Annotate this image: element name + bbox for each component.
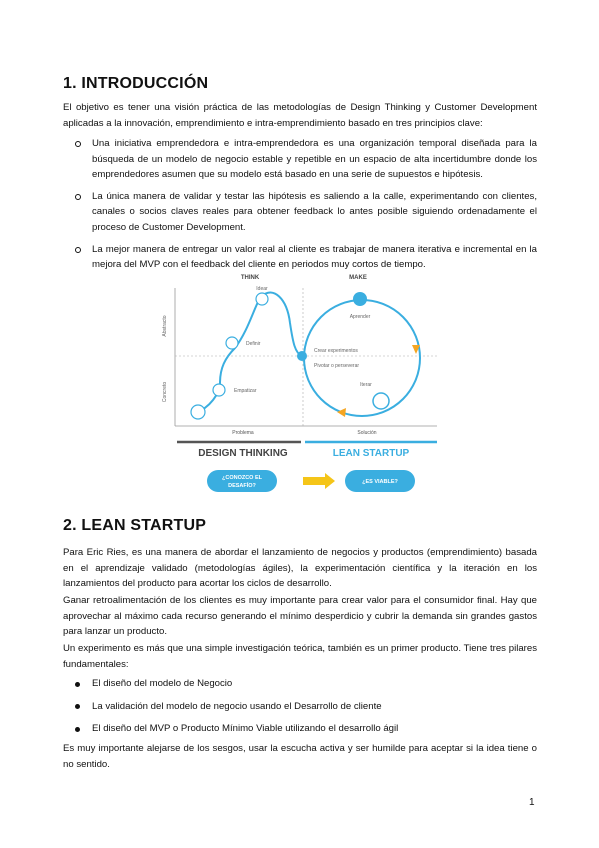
- aprender-node: [353, 292, 367, 306]
- q1-line2: DESAFÍO?: [228, 483, 256, 489]
- pivotar-label: Pivotar o perseverar: [314, 363, 360, 369]
- list-item: El diseño del MVP o Producto Mínimo Viable utilizando el desarrollo ágil: [63, 721, 537, 737]
- lean-startup-title: LEAN STARTUP: [332, 448, 410, 459]
- lean-paragraph-4: Es muy importante alejarse de los sesgos, usar la escucha activa y ser humilde para aceptar si la idea tiene o no sentido.: [63, 743, 537, 770]
- definir-label: Definir: [246, 341, 261, 347]
- lean-paragraph-3: Un experimento es más que una simple investigación teórica, también es un primer producto. Tiene tres pilares fundamentales:: [63, 643, 537, 670]
- start-node: [191, 405, 205, 419]
- x-right-label: Solución: [357, 430, 377, 436]
- list-item: El diseño del modelo de Negocio: [63, 676, 537, 692]
- arrow-left-icon: [337, 408, 346, 417]
- intro-paragraph: El objetivo es tener una visión práctica de las metodologías de Design Thinking y Customer Development aplicadas a la innovación, emprendimiento e intra-emprendimiento basado en tres principios clave:: [63, 102, 537, 129]
- y-bottom-label: Concreto: [162, 381, 168, 403]
- design-thinking-lean-startup-diagram: [155, 268, 445, 500]
- section-heading-lean-startup: 2. LEAN STARTUP: [63, 517, 207, 534]
- think-label: THINK: [240, 275, 260, 281]
- pillars-list: [63, 676, 537, 737]
- crear-label: Crear experimentos: [314, 348, 358, 354]
- principles-list: [63, 136, 537, 273]
- make-label: MAKE: [349, 275, 367, 281]
- iterar-label: Iterar: [360, 382, 372, 388]
- list-item: La única manera de validar y testar las hipótesis es saliendo a la calle, experimentando con clientes, canales o socios claves reales para obtener feedback lo antes posible siguiendo ordenadamente el proceso de Customer Development.: [63, 189, 537, 236]
- x-left-label: Problema: [232, 430, 254, 436]
- design-thinking-curve: [195, 292, 302, 413]
- empatizar-label: Empatizar: [234, 388, 257, 394]
- page-number: 1: [529, 797, 535, 808]
- crossing-node: [297, 351, 307, 361]
- y-top-label: Abstracto: [162, 315, 168, 337]
- list-item: La mejor manera de entregar un valor real al cliente es trabajar de manera iterativa e incremental en la mejora del MVP con el feedback del cliente en periodos muy cortos de tiempo.: [63, 242, 537, 273]
- lean-paragraph-2: Ganar retroalimentación de los clientes es muy importante para crear valor para el consumidor final. Hay que aprovechar al máximo cada recurso generando el mínimo desperdicio y cubrir la demanda sin grandes gastos para lanzar un producto.: [63, 595, 537, 638]
- lean-paragraph-1: Para Eric Ries, es una manera de abordar el lanzamiento de negocios y productos (emprendimiento) basada en el aprendizaje validado (metodologías ágiles), la experimentación científica y la iteración en los lanzamientos del producto para acortar los ciclos de desarrollo.: [63, 547, 537, 590]
- q1-line1: ¿CONOZCO EL: [221, 475, 263, 481]
- q2-label: ¿ES VIABLE?: [362, 479, 398, 485]
- iterar-node: [373, 393, 389, 409]
- section-heading-introduccion: 1. INTRODUCCIÓN: [63, 75, 209, 92]
- design-thinking-title: DESIGN THINKING: [198, 448, 288, 459]
- arrow-right-icon: [303, 473, 335, 489]
- aprender-label: Aprender: [349, 314, 371, 320]
- list-item: La validación del modelo de negocio usando el Desarrollo de cliente: [63, 699, 537, 715]
- idear-label: Idear: [256, 286, 268, 292]
- empatizar-node: [213, 384, 225, 396]
- definir-node: [226, 337, 238, 349]
- list-item: Una iniciativa emprendedora e intra-emprendedora es una organización temporal diseñada para la búsqueda de un modelo de negocio estable y repetible en un espacio de alta incertidumbre donde los emprendedores asumen que su modelo está basado en una serie de supuestos e hipótesis.: [63, 136, 537, 183]
- idear-node: [256, 293, 268, 305]
